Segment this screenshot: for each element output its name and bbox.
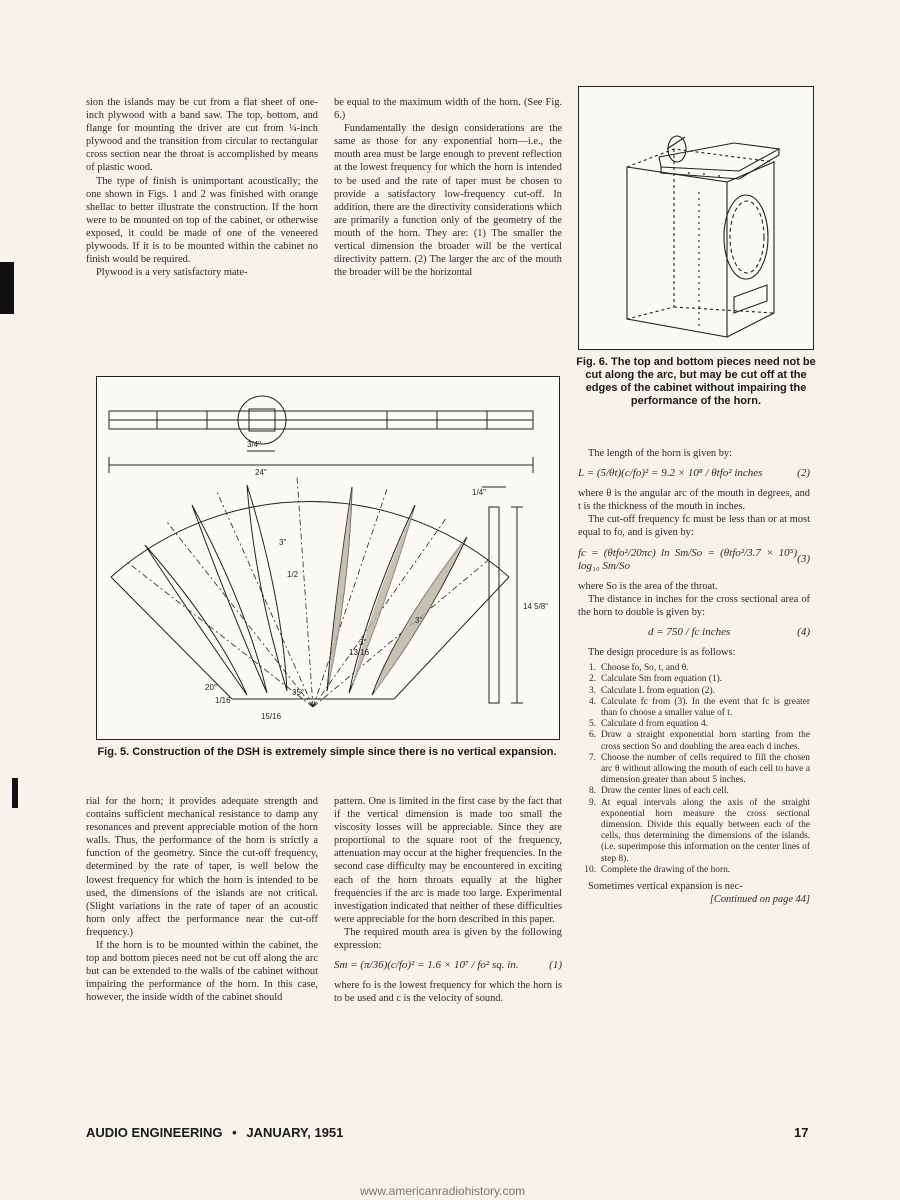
list-item bbox=[578, 663, 810, 674]
paragraph: The required mouth area is given by the following expression: bbox=[334, 926, 562, 952]
dim-label: 1/2 bbox=[287, 570, 299, 579]
equation-body: fc = (θtfo²/20πc) ln Sm/So = (θtfo²/3.7 × 10⁵) log₁₀ Sm/So bbox=[578, 546, 798, 572]
step-number: 10. bbox=[584, 864, 596, 875]
paragraph: The type of finish is unimportant acoustically; the one shown in Figs. 1 and 2 was finished with orange shellac to better illustrate the construction. If the horn were to be mounted on top of the cabinet, or otherwise exposed, it could be made of one of the veneered plywoods. If it is to be mounted within the cabinet no finish would be required. bbox=[86, 175, 318, 266]
watermark: www.americanradiohistory.com bbox=[360, 1184, 526, 1198]
step-number: 8. bbox=[588, 786, 596, 797]
equation-number: (2) bbox=[797, 467, 810, 480]
paragraph: where θ is the angular arc of the mouth in degrees, and t is the thickness of the mouth in inches. bbox=[578, 488, 810, 513]
paragraph: where So is the area of the throat. bbox=[578, 580, 718, 592]
cabinet-drawing bbox=[579, 87, 813, 349]
step-number: 7. bbox=[588, 752, 596, 763]
step-text: Draw a straight exponential horn starting from the cross section So and doubling the area each d inches. bbox=[601, 730, 810, 752]
dim-width-label: 24" bbox=[255, 468, 267, 477]
paragraph: pattern. One is limited in the first case by the fact that if the vertical dimension is made too small the viscosity losses will be appreciable. Since they are proportional to the square root of the frequency, attenuation may occur at the higher frequencies. In the second case difficulty may be encountered in exciting each of the horn throats equally at the higher frequencies if the arc is made too large. Experimental investigation indicated that neither of these difficulties were appreciable for the horn described in this paper. bbox=[334, 796, 562, 925]
paragraph: Fundamentally the design considerations are the same as those for any exponential horn—i.e., the mouth area must be large enough to prevent reflection at the lowest frequency for which the horn is intended to be used and the rate of taper must be chosen to provide a satisfactory low-frequency cut-off. In addition, there are the directivity considerations which are primarily a function only of the geometry of the mouth of the horn. They are: (1) The smaller the vertical dimension the broader will be the vertical directivity pattern. (2) The larger the arc of the mouth the broader will be the horizontal bbox=[334, 123, 562, 279]
list-item bbox=[578, 674, 810, 685]
figure-6-caption: Fig. 6. The top and bottom pieces need not be cut along the arc, but may be cut off at the edges of the cabinet without impairing the performance of the horn. bbox=[576, 356, 816, 407]
step-text: Draw the center lines of each cell. bbox=[601, 786, 729, 797]
step-number: 6. bbox=[588, 730, 596, 741]
dim-label: 1/16 bbox=[215, 696, 231, 705]
paragraph: If the horn is to be mounted within the cabinet, the top and bottom pieces need not be cut off along the arc but can be extended to the walls of the cabinet without impairing the performance of the horn. In this case, however, the inside width of the cabinet should bbox=[86, 940, 318, 1004]
list-item bbox=[578, 697, 810, 719]
step-text: Calculate L from equation (2). bbox=[601, 685, 715, 696]
paragraph: be equal to the maximum width of the horn. (See Fig. 6.) bbox=[334, 97, 562, 122]
equation-body: Sm = (π/36)(c/fo)² = 1.6 × 10⁷ / fo² sq. in. bbox=[334, 959, 519, 972]
step-number: 9. bbox=[588, 797, 596, 808]
step-number: 2. bbox=[588, 674, 596, 685]
step-text: Complete the drawing of the horn. bbox=[601, 864, 731, 875]
figure-5-caption: Fig. 5. Construction of the DSH is extremely simple since there is no vertical expansion. bbox=[97, 746, 557, 758]
list-item bbox=[578, 798, 810, 865]
continued-note: [Continued on page 44] bbox=[709, 894, 810, 906]
step-text: Calculate d from equation 4. bbox=[601, 719, 708, 730]
paragraph: The distance in inches for the cross sectional area of the horn to double is given by: bbox=[578, 593, 810, 618]
paragraph: The length of the horn is given by: bbox=[588, 448, 732, 459]
step-text: At equal intervals along the axis of the straight exponential horn measure the cross sectional dimension. Divide this equally between each of the cells, thus determining the dimensions of the islands. (i.e. superimpose this information on the center lines of step 8). bbox=[601, 797, 810, 864]
equation-number: (1) bbox=[549, 959, 562, 972]
equation-4 bbox=[578, 626, 810, 639]
issue-date: JANUARY, 1951 bbox=[246, 1125, 344, 1140]
list-item bbox=[578, 686, 810, 697]
column-3 bbox=[578, 447, 810, 906]
dim-label: 3" bbox=[279, 538, 287, 547]
dim-label: 3" bbox=[415, 616, 423, 625]
dim-label: 13/16 bbox=[349, 648, 370, 657]
equation-2 bbox=[578, 467, 810, 480]
dim-small-label: 3/4" bbox=[247, 440, 261, 449]
figure-6 bbox=[578, 86, 814, 350]
equation-number: (3) bbox=[797, 553, 810, 566]
scan-mark bbox=[0, 262, 14, 314]
list-item bbox=[578, 753, 810, 787]
equation-3 bbox=[578, 547, 810, 573]
paragraph: sion the islands may be cut from a flat sheet of one-inch plywood with a band saw. The top, bottom, and flange for mounting the driver are cut from ¼-inch plywood and the transition from circular to rectangular cross section near the throat is accomplished by means of plastic wood. bbox=[86, 97, 318, 174]
paragraph: where fo is the lowest frequency for which the horn is to be used and c is the velocity of sound. bbox=[334, 980, 562, 1005]
page-number: 17 bbox=[794, 1125, 809, 1140]
step-text: Calculate Sm from equation (1). bbox=[601, 674, 723, 685]
step-number: 4. bbox=[588, 696, 596, 707]
equation-number: (4) bbox=[797, 626, 810, 639]
column-2-bottom bbox=[334, 795, 562, 1005]
equation-body: d = 750 / fc inches bbox=[648, 626, 731, 639]
step-text: Calculate fc from (3). In the event that fc is greater than fo choose a smaller value of t. bbox=[601, 696, 810, 719]
list-item bbox=[578, 865, 810, 876]
angle-label: 20° bbox=[205, 683, 218, 692]
paragraph: Plywood is a very satisfactory mate- bbox=[96, 267, 248, 279]
paragraph: rial for the horn; it provides adequate strength and contains sufficient mechanical resistance to damp any resonances and prevent appreciable motion of the horn walls. Thus, the performance of the horn is strictly a function of the geometry. Since the cut-off frequency, determined by the rate of taper, is well below the lowest frequency for which the horn is intended to be used, the dimensions of the islands are not critical. (Slight variations in the rate of taper of an acoustic horn only affect the performance near the cut-off frequency.) bbox=[86, 796, 318, 938]
list-item bbox=[578, 786, 810, 797]
step-text: Choose the number of cells required to fill the chosen arc θ without allowing the mouth of each cell to have a dimension greater than about 5 inches. bbox=[601, 752, 810, 786]
step-number: 3. bbox=[588, 685, 596, 696]
footer-bullet: • bbox=[232, 1125, 237, 1140]
horn-construction-drawing bbox=[97, 377, 559, 739]
step-number: 1. bbox=[588, 663, 596, 674]
dim-label: 3" bbox=[359, 638, 367, 647]
design-steps-list bbox=[578, 663, 810, 876]
paragraph: The design procedure is as follows: bbox=[588, 647, 736, 659]
column-1-top bbox=[86, 96, 318, 279]
dim-height-label: 14 5/8" bbox=[523, 602, 549, 611]
dim-label: 15/16 bbox=[261, 712, 282, 721]
equation-1 bbox=[334, 959, 562, 972]
equation-body: L = (5/θt)(c/fo)² = 9.2 × 10⁸ / θtfo² inches bbox=[578, 467, 763, 480]
list-item bbox=[578, 719, 810, 730]
column-1-bottom bbox=[86, 795, 318, 1005]
step-text: Choose fo, So, t, and θ. bbox=[601, 663, 689, 674]
footer-journal bbox=[86, 1125, 343, 1140]
step-number: 5. bbox=[588, 719, 596, 730]
column-2-top bbox=[334, 96, 562, 279]
dim-quarter-label: 1/4" bbox=[472, 488, 486, 497]
journal-name: AUDIO ENGINEERING bbox=[86, 1125, 223, 1140]
figure-5 bbox=[96, 376, 560, 740]
angle-label: 35° bbox=[292, 688, 305, 697]
paragraph: The cut-off frequency fc must be less than or at most equal to fo, and is given by: bbox=[578, 514, 810, 539]
scan-mark bbox=[12, 778, 18, 808]
list-item bbox=[578, 730, 810, 752]
paragraph: Sometimes vertical expansion is nec- bbox=[588, 881, 743, 893]
